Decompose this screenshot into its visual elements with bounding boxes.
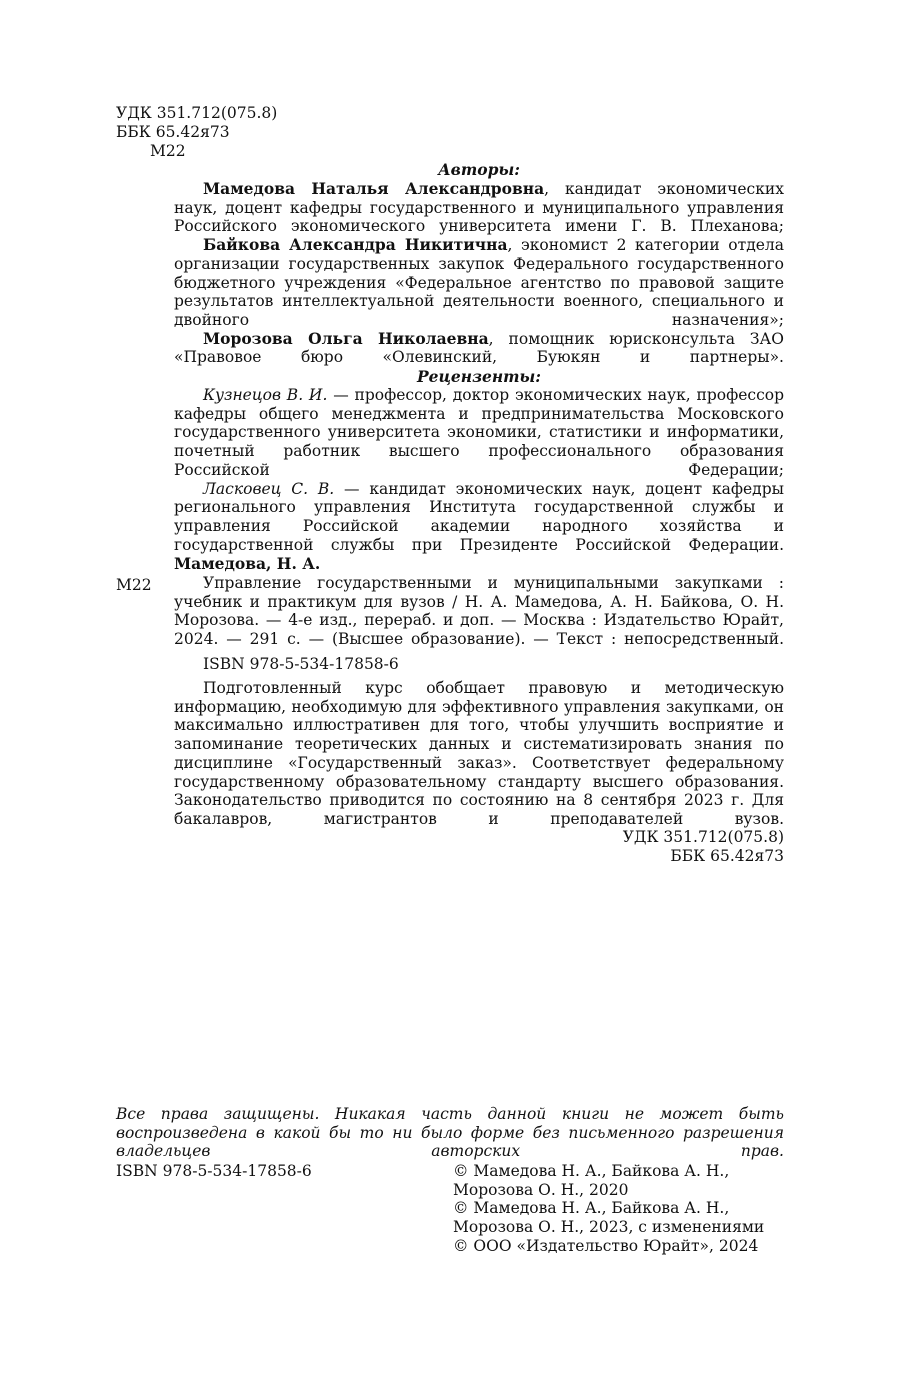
author-entry xyxy=(174,180,784,236)
reviewer-description: — профессор, доктор экономических наук, профессор кафедры общего менеджмента и предпринимательства Московского государственного университета экономики, статистики и информатики, почетный работник высшего профессионального образования Российской Федерации; xyxy=(174,386,785,479)
copyright-line: © ООО «Издательство Юрайт», 2024 xyxy=(453,1236,759,1255)
reviewer-name: Кузнецов В. И. xyxy=(203,386,328,404)
catalog-description: Управление государственными и муниципальными закупками : учебник и практикум для вузов / Н. А. Мамедова, А. Н. Байкова, О. Н. Морозова. — 4-е изд., перераб. и доп. — Москва : Издательство Юрайт, 2024. — 291 с. — (Высшее образование). — Текст : непосредственный. xyxy=(174,574,784,649)
bbk-code: ББК 65.42я73 xyxy=(116,123,230,141)
copyright-line: © Мамедова Н. А., Байкова А. Н., xyxy=(453,1162,730,1180)
authors-heading: Авторы: xyxy=(438,160,520,179)
catalog-author-heading: Мамедова, Н. А. xyxy=(174,554,321,573)
copyright-line: © Мамедова Н. А., Байкова А. Н., xyxy=(453,1199,730,1218)
rights-notice: Все права защищены. Никакая часть данной книги не может быть воспроизведена в какой бы то ни было форме без письменного разрешения владельцев авторских прав. xyxy=(116,1105,784,1161)
udk-code: УДК 351.712(075.8) xyxy=(116,104,278,122)
author-description: , помощник юрисконсульта ЗАО «Правовое бюро «Олевинский, Буюкян и партнеры». xyxy=(174,329,784,367)
catalog-annotation: Подготовленный курс обобщает правовую и методическую информацию, необходимую для эффективного управления закупками, он максимально иллюстративен для того, чтобы улучшить восприятие и запоминание теоретических данных и систематизировать знания по дисциплине «Государственный заказ». Соответствует федеральному государственному образовательному стандарту высшего образования. Законодательство приводится по состоянию на 8 сентября 2023 г. Для бакалавров, магистрантов и преподавателей вузов. xyxy=(174,679,784,828)
copyright-line: Морозова О. Н., 2023, с изменениями xyxy=(453,1218,765,1237)
author-entry xyxy=(174,330,784,367)
author-description: , кандидат экономических наук, доцент кафедры государственного и муниципального управления Российского экономического университета имени Г. В. Плеханова; xyxy=(174,180,784,236)
reviewers-list xyxy=(174,386,784,554)
catalog-udk: УДК 351.712(075.8) xyxy=(622,828,784,846)
catalog-isbn: ISBN 978-5-534-17858-6 xyxy=(203,655,399,673)
author-name: Морозова Ольга Николаевна xyxy=(203,328,489,348)
author-description: , экономист 2 категории отдела организации государственных закупок Федерального государственного бюджетного учреждения «Федеральное агентство по правовой защите результатов интеллектуальной деятельности военного, специального и двойного назначения»; xyxy=(174,236,784,329)
reviewer-entry xyxy=(174,480,784,555)
author-name: Мамедова Наталья Александровна xyxy=(203,179,545,198)
catalog-bbk: ББК 65.42я73 xyxy=(670,847,784,865)
footer-isbn: ISBN 978-5-534-17858-6 xyxy=(116,1162,312,1180)
author-name: Байкова Александра Никитична xyxy=(203,235,508,255)
reviewer-description: — кандидат экономических наук, доцент кафедры регионального управления Института государственной службы и управления Российской академии народного хозяйства и государственной службы при Президенте Российской Федерации. xyxy=(174,479,784,554)
reviewer-name: Ласковец С. В. xyxy=(203,479,335,498)
reviewers-heading: Рецензенты: xyxy=(416,367,542,386)
authors-list xyxy=(174,180,784,367)
copyright-line: Морозова О. Н., 2020 xyxy=(453,1180,629,1199)
catalog-author-mark: М22 xyxy=(116,576,152,594)
copyright-block xyxy=(453,1162,783,1256)
author-entry xyxy=(174,236,784,330)
reviewer-entry xyxy=(174,386,784,480)
author-mark-code: М22 xyxy=(150,142,186,160)
